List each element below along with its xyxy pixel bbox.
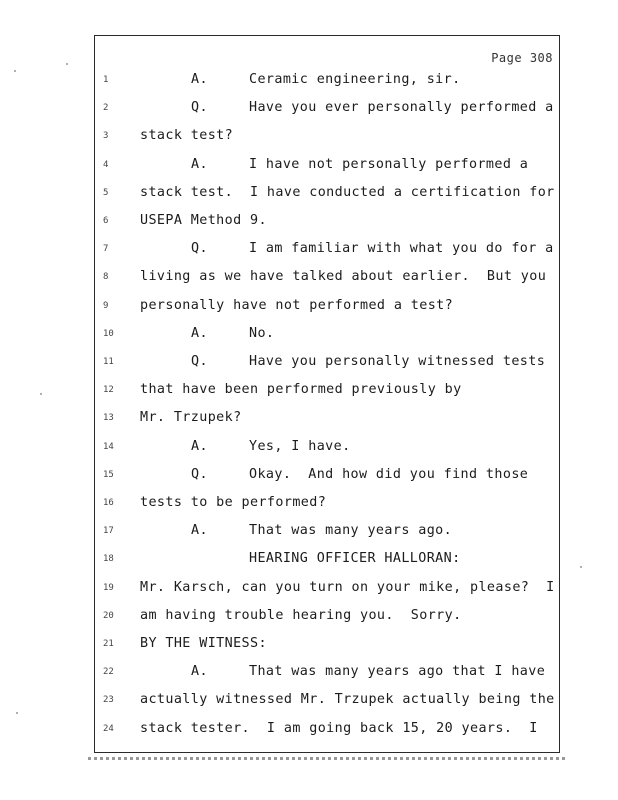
transcript-line-text: actually witnessed Mr. Trzupek actually being the [140, 692, 555, 708]
transcript-line-text: Okay. And how did you find those [249, 466, 529, 482]
transcript-line-text: Have you ever personally performed a [249, 100, 554, 116]
speaker-label: A. [191, 156, 208, 172]
transcript-line-text: stack tester. I am going back 15, 20 years. I [140, 720, 538, 736]
line-number: 7 [103, 244, 109, 255]
transcript-line-text: Mr. Trzupek? [140, 410, 242, 426]
line-number: 5 [103, 187, 109, 198]
transcript-line-text: I have not personally performed a [249, 156, 529, 172]
line-number: 4 [103, 159, 109, 170]
transcript-line-text: tests to be performed? [140, 495, 327, 510]
transcript-line-text: USEPA Method 9. [140, 213, 267, 228]
line-number: 11 [103, 357, 114, 367]
line-number: 14 [103, 441, 114, 452]
line-number: 13 [103, 413, 114, 424]
line-number: 16 [103, 498, 114, 508]
speaker-label: Q. [191, 241, 208, 257]
transcript-line-text: Ceramic engineering, sir. [249, 72, 461, 87]
line-number: 8 [103, 272, 109, 283]
transcript-line-text: That was many years ago. [249, 523, 453, 539]
transcript-line-text: Mr. Karsch, can you turn on your mike, please? I [140, 579, 555, 595]
line-number: 20 [103, 610, 114, 621]
speaker-label: Q. [191, 354, 208, 369]
transcript-line-text: No. [249, 325, 275, 341]
speaker-label: A. [191, 325, 208, 341]
transcript-line-text: stack test. I have conducted a certification for [140, 184, 555, 200]
line-number: 6 [103, 216, 109, 226]
speaker-label: A. [191, 523, 208, 539]
speaker-label: A. [191, 72, 208, 87]
speaker-label: A. [191, 664, 208, 680]
line-number: 12 [103, 385, 114, 396]
line-number: 1 [103, 75, 109, 85]
speaker-label: Q. [191, 466, 208, 482]
transcript-line-text: That was many years ago that I have [249, 664, 546, 680]
speaker-label: Q. [191, 100, 208, 116]
line-number: 18 [103, 554, 114, 565]
scan-speck [16, 712, 18, 714]
line-number: 21 [103, 639, 114, 649]
scan-speck [40, 393, 42, 395]
transcript-line-text: that have been performed previously by [140, 382, 462, 398]
line-number: 23 [103, 695, 114, 706]
scan-speck [14, 70, 16, 72]
line-number: 10 [103, 328, 114, 339]
speaker-label: A. [191, 438, 208, 454]
colloquy-header: HEARING OFFICER HALLORAN: [249, 551, 461, 567]
line-number: 9 [103, 300, 109, 311]
transcript-line-text: Yes, I have. [249, 438, 351, 454]
line-number: 24 [103, 723, 114, 734]
page-number: Page 308 [491, 51, 553, 65]
line-number: 2 [103, 103, 109, 114]
transcript-line-text: am having trouble hearing you. Sorry. [140, 607, 462, 623]
transcript-line-text: stack test? [140, 128, 234, 144]
transcript-line-text: living as we have talked about earlier. But you [140, 269, 547, 285]
transcript-line-text: Have you personally witnessed tests [249, 354, 546, 369]
scan-speck [66, 63, 68, 65]
transcript-line-text: BY THE WITNESS: [140, 636, 267, 651]
scan-edge-artifact [88, 757, 566, 760]
line-number: 15 [103, 469, 114, 480]
transcript-line-text: personally have not performed a test? [140, 297, 454, 313]
line-number: 22 [103, 667, 114, 678]
transcript-line-text: I am familiar with what you do for a [249, 241, 554, 257]
line-number: 17 [103, 526, 114, 537]
line-number: 3 [103, 131, 109, 142]
line-number: 19 [103, 582, 114, 593]
scan-speck [580, 566, 582, 568]
